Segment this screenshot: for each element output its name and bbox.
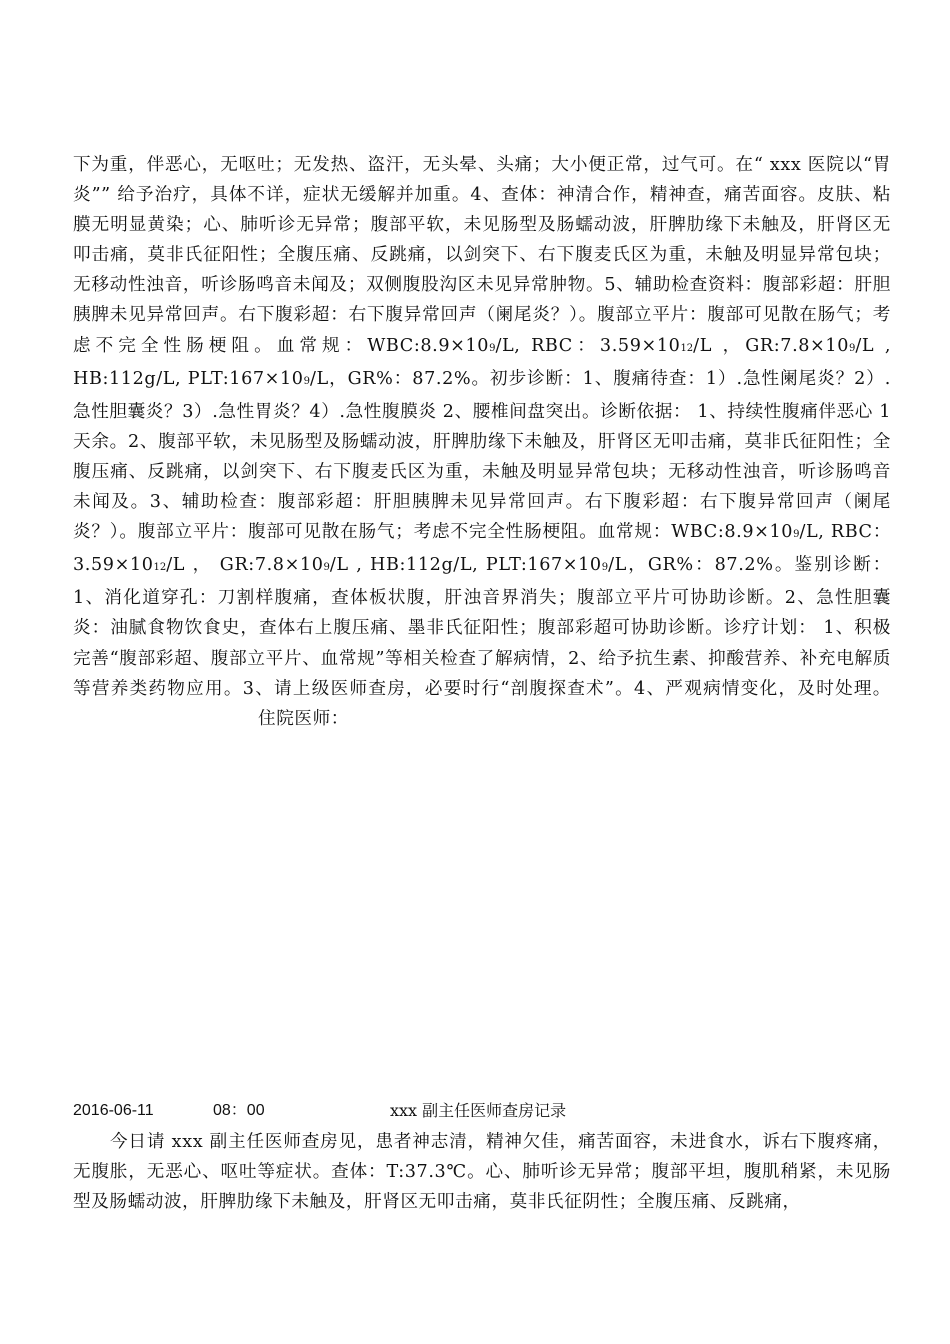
exponent: 12 (153, 562, 167, 574)
exponent: 9 (489, 342, 496, 354)
note-text-segment: /L , HB:112g/L, PLT:167×10 (329, 555, 602, 576)
note-text-segment: /L ， GR:7.8×10 (166, 555, 324, 576)
progress-note-paragraph (73, 150, 891, 734)
note-text-segment: /L，GR%：87.2%。鉴别诊断：1、消化道穿孔：刀割样腹痛，查体板状腹，肝浊音界消失；腹部立平片可协助诊断。2、急性胆囊炎：油腻食物饮食史，查体右上腹压痛、墨非氏征阳性；腹部彩超可协助诊断。诊疗计划： 1、积极完善“腹部彩超、腹部立平片、血常规”等相关检查了解病情，2、给予抗生素、抑酸营养、补充电解质等营养类药物应用。3、请上级医师查房，必要时行“剖腹探查术”。4、严观病情变化，及时处理。 (73, 555, 891, 699)
note-text-segment: /L, RBC：3.59×10 (495, 335, 681, 356)
ward-round-record-body (73, 1127, 891, 1217)
exponent: 9 (323, 562, 330, 574)
note-text-segment: /L , HB:112g/L, PLT:167×10 (73, 335, 892, 389)
exponent: 9 (601, 562, 609, 574)
exponent: 12 (680, 342, 694, 354)
record-body-text: 今日请 xxx 副主任医师查房见，患者神志清，精神欠佳，痛苦面容，未进食水，诉右下腹疼痛，无腹胀，无恶心、呕吐等症状。查体：T:37.3℃。心、肺听诊无异常；腹部平坦，腹肌稍紧，未见肠型及肠蠕动波，肝脾肋缘下未触及，肝肾区无叩击痛，莫非氏征阴性；全腹压痛、反跳痛， (73, 1132, 891, 1213)
exponent: 9 (793, 529, 800, 541)
exponent: 9 (303, 375, 310, 387)
note-text-segment: /L ，GR:7.8×10 (693, 335, 849, 356)
note-text-segment: 下为重，伴恶心，无呕吐；无发热、盗汗，无头晕、头痛；大小便正常，过气可。在“ xxx 医院以“胃炎”” 给予治疗，具体不详，症状无缓解并加重。4、查体：神清合作，精神查，痛苦面容。皮肤、粘膜无明显黄染；心、肺听诊无异常；腹部平软，未见肠型及肠蠕动波，肝脾肋缘下未触及，肝肾区无叩击痛，莫非氏征阳性；全腹压痛、反跳痛，以剑突下、右下腹麦氏区为重，未触及明显异常包块；无移动性浊音，听诊肠鸣音未闻及；双侧腹股沟区未见异常肿物。5、辅助检查资料：腹部彩超：肝胆胰脾未见异常回声。右下腹彩超：右下腹异常回声（阑尾炎？）。腹部立平片：腹部可见散在肠气；考虑不完全性肠梗阻。血常规：WBC:8.9×10 (73, 155, 891, 356)
note-text-segment: /L，GR%：87.2%。初步诊断：1、腹痛待查：1）.急性阑尾炎？2）.急性胆囊炎？3）.急性胃炎？4）.急性腹膜炎 2、腰椎间盘突出。诊断依据： 1、持续性腹痛伴恶心 1 天余。2、腹部平软，未见肠型及肠蠕动波，肝脾肋缘下未触及，肝肾区无叩击痛，莫非氏征阳性；全腹压痛、反跳痛，以剑突下、右下腹麦氏区为重，未触及明显异常包块；无移动性浊音，听诊肠鸣音未闻及。3、辅助检查：腹部彩超：肝胆胰脾未见异常回声。右下腹彩超：右下腹异常回声（阑尾炎？）。腹部立平片：腹部可见散在肠气；考虑不完全性肠梗阻。血常规：WBC:8.9×10 (73, 368, 891, 543)
signature-label: 住院医师： (258, 708, 349, 729)
record-time: 08：00 (213, 1102, 265, 1119)
record-date: 2016-06-11 (73, 1102, 154, 1119)
progress-note-text (73, 150, 891, 734)
note-text-segment: /L, RBC： 3.59×10 (73, 522, 892, 576)
ward-round-record-header (73, 1097, 891, 1125)
record-title: xxx 副主任医师查房记录 (390, 1101, 567, 1120)
exponent: 9 (849, 342, 856, 354)
